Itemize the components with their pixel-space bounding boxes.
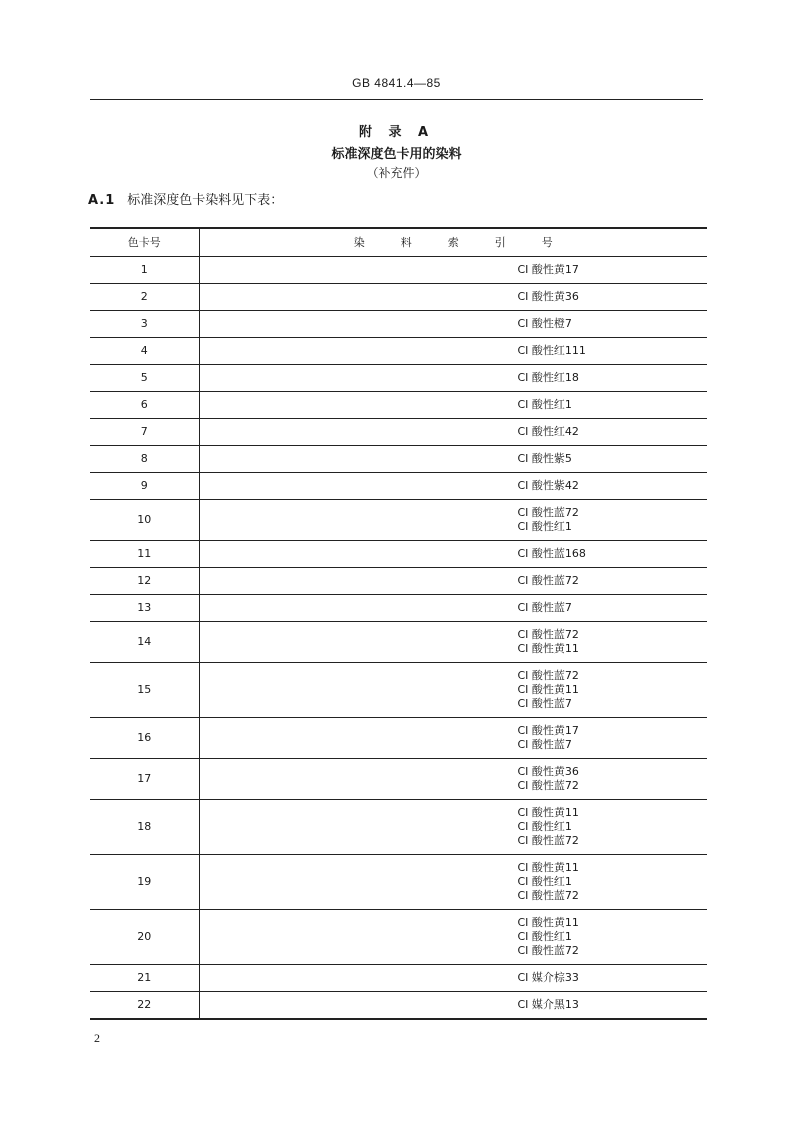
table-row xyxy=(90,622,707,663)
dye-index-entry: CI 酸性蓝7 xyxy=(517,697,572,710)
dye-index-entry: CI 酸性红1 xyxy=(517,520,572,533)
dye-index-cell xyxy=(199,365,707,392)
table-row xyxy=(90,965,707,992)
dye-index-entry: CI 酸性黄17 xyxy=(517,263,579,276)
card-number-cell: 17 xyxy=(90,759,199,800)
dye-index-entry: CI 酸性蓝72 xyxy=(517,944,579,957)
dye-table xyxy=(90,227,707,1020)
dye-index-cell xyxy=(199,257,707,284)
card-number-cell: 5 xyxy=(90,365,199,392)
card-number-cell: 19 xyxy=(90,855,199,910)
section-a1 xyxy=(88,189,283,208)
appendix-label: 附 录 A xyxy=(358,125,435,140)
dye-index-entry: CI 酸性蓝7 xyxy=(517,738,572,751)
dye-index-cell xyxy=(199,473,707,500)
table-body xyxy=(90,257,707,1020)
page-number: 2 xyxy=(94,1031,100,1045)
table-row xyxy=(90,257,707,284)
column-header-card-number: 色卡号 xyxy=(90,228,199,257)
card-number-cell: 1 xyxy=(90,257,199,284)
dye-index-entry: CI 酸性紫5 xyxy=(517,452,572,465)
dye-index-entry: CI 酸性紫42 xyxy=(517,479,579,492)
dye-index-entry: CI 酸性蓝72 xyxy=(517,628,579,641)
dye-index-entry: CI 酸性蓝72 xyxy=(517,834,579,847)
card-number-cell: 13 xyxy=(90,595,199,622)
table-row xyxy=(90,718,707,759)
table-row xyxy=(90,419,707,446)
card-number-cell: 18 xyxy=(90,800,199,855)
dye-index-cell xyxy=(199,541,707,568)
table-row xyxy=(90,284,707,311)
table-row xyxy=(90,595,707,622)
dye-index-entry: CI 酸性红18 xyxy=(517,371,579,384)
dye-index-entry: CI 酸性黄11 xyxy=(517,861,579,874)
dye-index-entry: CI 酸性蓝168 xyxy=(517,547,586,560)
dye-index-entry: CI 酸性红1 xyxy=(517,820,572,833)
dye-index-entry: CI 酸性蓝72 xyxy=(517,779,579,792)
dye-index-cell xyxy=(199,338,707,365)
dye-index-cell xyxy=(199,419,707,446)
dye-index-cell xyxy=(199,663,707,718)
card-number-cell: 10 xyxy=(90,500,199,541)
dye-index-entry: CI 酸性黄11 xyxy=(517,806,579,819)
dye-index-entry: CI 媒介棕33 xyxy=(517,971,579,984)
table-row xyxy=(90,311,707,338)
dye-index-cell xyxy=(199,992,707,1020)
dye-index-cell xyxy=(199,855,707,910)
dye-index-entry: CI 酸性黄36 xyxy=(517,290,579,303)
dye-index-cell xyxy=(199,568,707,595)
card-number-cell: 6 xyxy=(90,392,199,419)
table-row xyxy=(90,365,707,392)
dye-index-cell xyxy=(199,759,707,800)
dye-index-entry: CI 酸性蓝72 xyxy=(517,574,579,587)
card-number-cell: 11 xyxy=(90,541,199,568)
card-number-cell: 16 xyxy=(90,718,199,759)
card-number-cell: 8 xyxy=(90,446,199,473)
card-number-cell: 22 xyxy=(90,992,199,1020)
table-row xyxy=(90,759,707,800)
card-number-cell: 7 xyxy=(90,419,199,446)
dye-index-cell xyxy=(199,622,707,663)
card-number-cell: 15 xyxy=(90,663,199,718)
table-row xyxy=(90,910,707,965)
dye-index-cell xyxy=(199,500,707,541)
dye-index-entry: CI 酸性蓝72 xyxy=(517,669,579,682)
dye-index-entry: CI 酸性红1 xyxy=(517,930,572,943)
table-row xyxy=(90,446,707,473)
dye-index-cell xyxy=(199,311,707,338)
dye-index-cell xyxy=(199,392,707,419)
dye-index-entry: CI 媒介黑13 xyxy=(517,998,579,1011)
section-text: 标准深度色卡染料见下表： xyxy=(127,193,284,208)
card-number-cell: 20 xyxy=(90,910,199,965)
dye-index-cell xyxy=(199,800,707,855)
appendix-title: 标准深度色卡用的染料 xyxy=(331,147,462,162)
dye-index-cell xyxy=(199,910,707,965)
card-number-cell: 12 xyxy=(90,568,199,595)
table-row xyxy=(90,568,707,595)
card-number-cell: 3 xyxy=(90,311,199,338)
dye-index-cell xyxy=(199,595,707,622)
table-row xyxy=(90,855,707,910)
card-number-cell: 2 xyxy=(90,284,199,311)
dye-index-entry: CI 酸性黄11 xyxy=(517,642,579,655)
dye-index-entry: CI 酸性蓝7 xyxy=(517,601,572,614)
dye-index-entry: CI 酸性红111 xyxy=(517,344,586,357)
table-row xyxy=(90,992,707,1020)
dye-index-cell xyxy=(199,284,707,311)
table-row xyxy=(90,473,707,500)
card-number-cell: 14 xyxy=(90,622,199,663)
header-rule xyxy=(90,99,703,100)
dye-index-entry: CI 酸性红1 xyxy=(517,398,572,411)
dye-index-entry: CI 酸性红1 xyxy=(517,875,572,888)
card-number-cell: 21 xyxy=(90,965,199,992)
dye-index-entry: CI 酸性蓝72 xyxy=(517,889,579,902)
dye-index-entry: CI 酸性黄17 xyxy=(517,724,579,737)
standard-code-header: GB 4841.4—85 xyxy=(352,76,441,90)
table-row xyxy=(90,663,707,718)
dye-index-cell xyxy=(199,965,707,992)
dye-index-entry: CI 酸性红42 xyxy=(517,425,579,438)
dye-index-entry: CI 酸性蓝72 xyxy=(517,506,579,519)
dye-index-cell xyxy=(199,718,707,759)
dye-index-entry: CI 酸性黄11 xyxy=(517,683,579,696)
dye-index-entry: CI 酸性橙7 xyxy=(517,317,572,330)
dye-index-cell xyxy=(199,446,707,473)
table-row xyxy=(90,338,707,365)
section-number: A.1 xyxy=(88,193,116,208)
dye-index-entry: CI 酸性黄36 xyxy=(517,765,579,778)
dye-index-entry: CI 酸性黄11 xyxy=(517,916,579,929)
column-header-dye-index: 染料索引号 xyxy=(353,235,589,249)
table-row xyxy=(90,800,707,855)
table-row xyxy=(90,541,707,568)
card-number-cell: 4 xyxy=(90,338,199,365)
card-number-cell: 9 xyxy=(90,473,199,500)
appendix-subtitle: （补充件） xyxy=(366,166,427,180)
table-header-row xyxy=(90,228,707,257)
table-row xyxy=(90,500,707,541)
table-row xyxy=(90,392,707,419)
